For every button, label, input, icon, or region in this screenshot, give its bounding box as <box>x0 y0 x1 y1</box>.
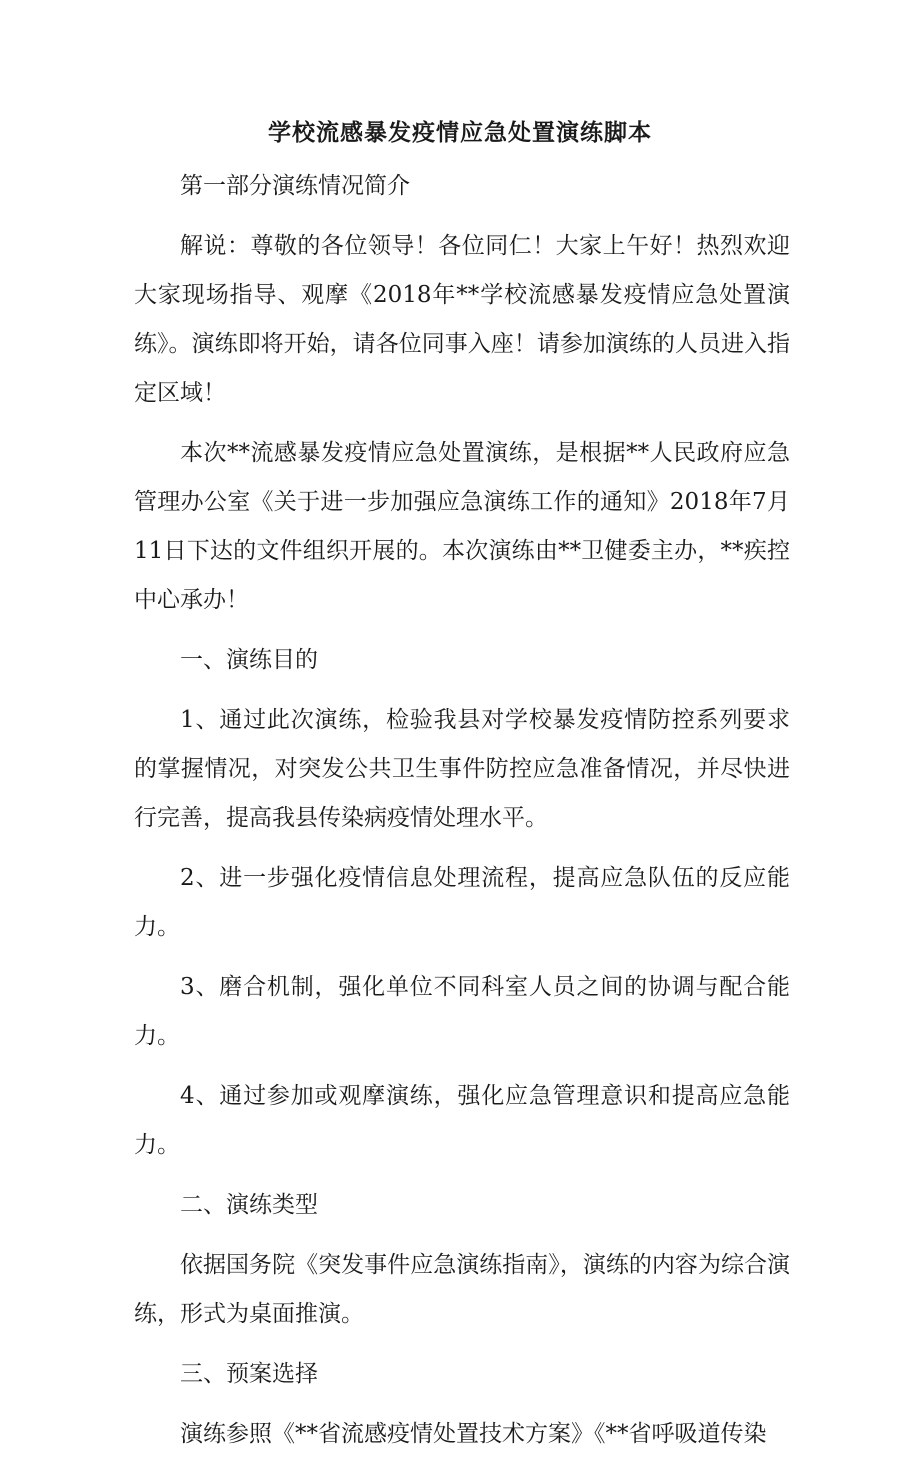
list-item-purpose-3: 3、磨合机制，强化单位不同科室人员之间的协调与配合能力。 <box>134 974 790 1049</box>
list-item-purpose-1: 1、通过此次演练，检验我县对学校暴发疫情防控系列要求的掌握情况，对突发公共卫生事件防控应急准备情况，并尽快进行完善，提高我县传染病疫情处理水平。 <box>134 707 790 831</box>
paragraph-background: 本次**流感暴发疫情应急处置演练，是根据**人民政府应急管理办公室《关于进一步加强应急演练工作的通知》2018年7月11日下达的文件组织开展的。本次演练由**卫健委主办，**疾控中心承办！ <box>134 440 790 613</box>
section-heading-part-one: 第一部分演练情况简介 <box>180 173 410 199</box>
paragraph-narration: 解说：尊敬的各位领导！各位同仁！大家上午好！热烈欢迎大家现场指导、观摩《2018年**学校流感暴发疫情应急处置演练》。演练即将开始，请各位同事入座！请参加演练的人员进入指定区域！ <box>134 233 790 406</box>
section-heading-type: 二、演练类型 <box>180 1192 318 1218</box>
document-title: 学校流感暴发疫情应急处置演练脚本 <box>268 119 652 146</box>
list-item-purpose-4: 4、通过参加或观摩演练，强化应急管理意识和提高应急能力。 <box>134 1083 790 1158</box>
list-item-purpose-2: 2、进一步强化疫情信息处理流程，提高应急队伍的反应能力。 <box>134 865 790 940</box>
document-body <box>134 162 790 1459</box>
section-heading-plan: 三、预案选择 <box>180 1361 318 1387</box>
paragraph-type: 依据国务院《突发事件应急演练指南》，演练的内容为综合演练，形式为桌面推演。 <box>134 1252 790 1327</box>
section-heading-purpose: 一、演练目的 <box>180 647 318 673</box>
paragraph-plan: 演练参照《**省流感疫情处置技术方案》《**省呼吸道传染 <box>180 1421 767 1447</box>
